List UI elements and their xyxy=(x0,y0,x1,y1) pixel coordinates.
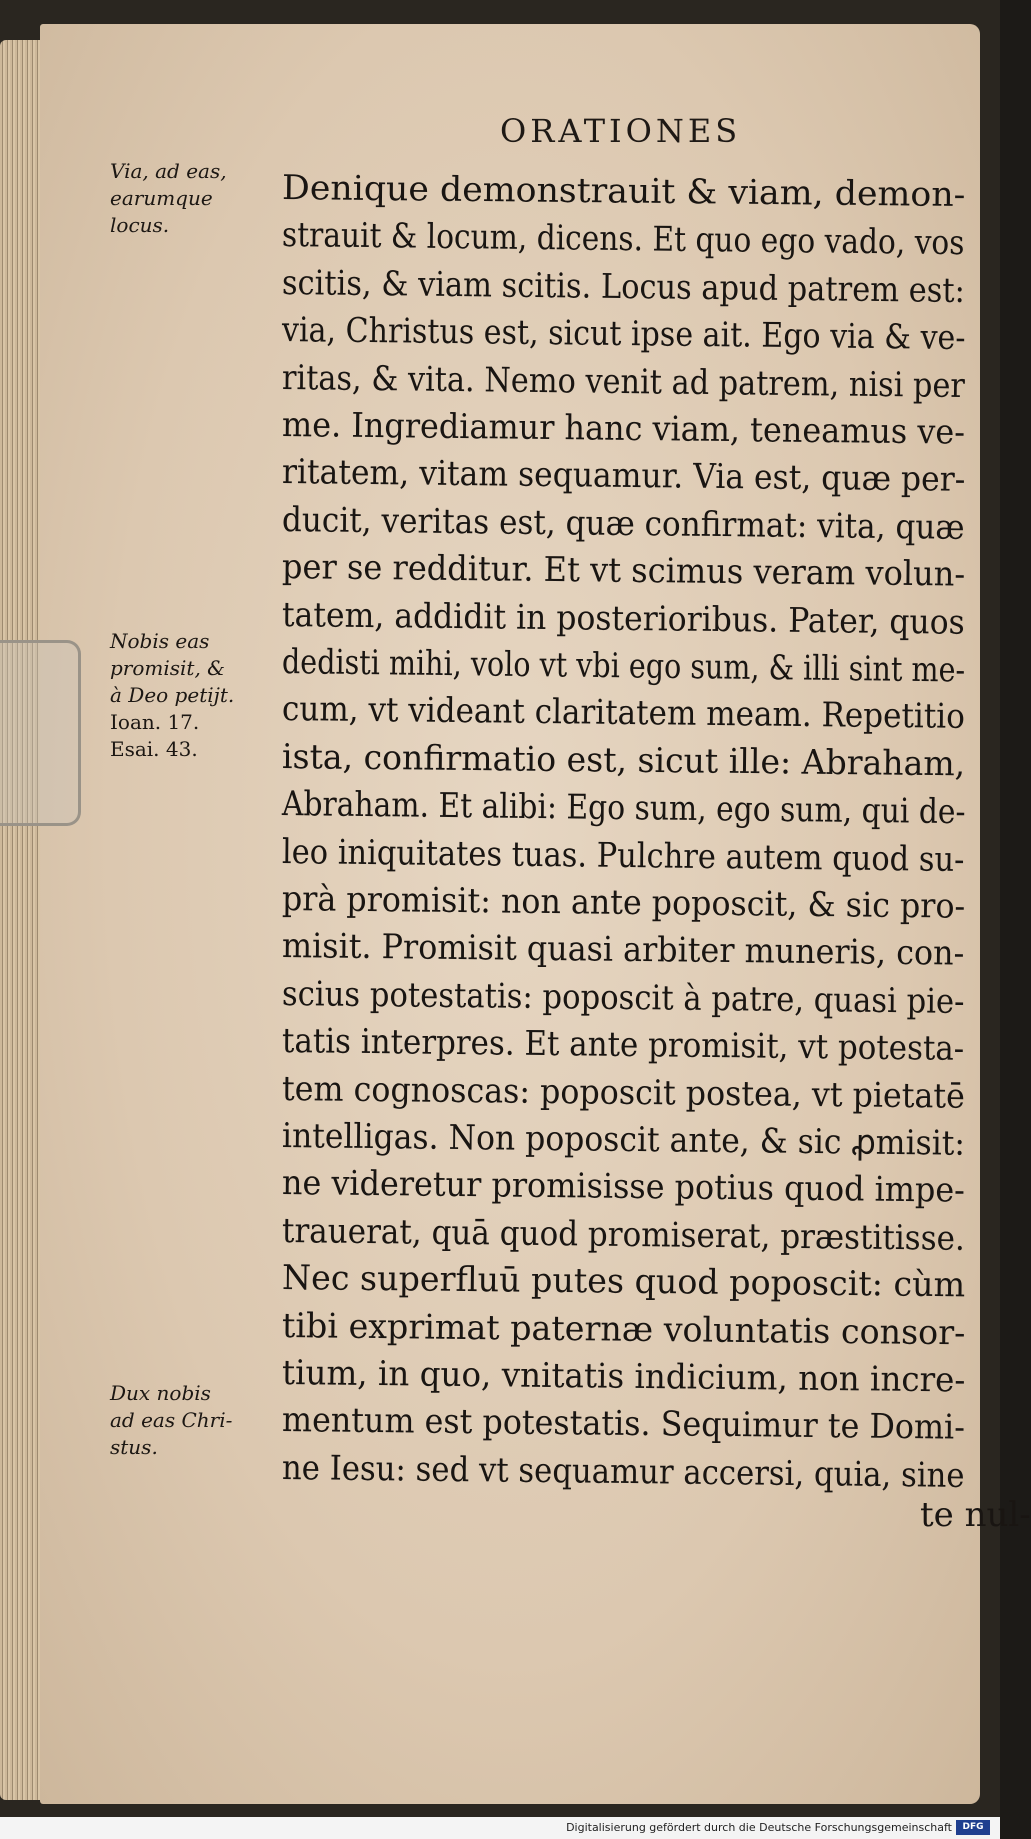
text-line: tatem, addidit in posterioribus. Pater, quos xyxy=(281,594,965,643)
margin-note xyxy=(110,158,280,239)
text-line: scius potestatis: poposcit à patre, quasi pie- xyxy=(281,973,965,1022)
margin-note-line: Nobis eas xyxy=(110,629,210,653)
margin-note-line: ad eas Chri- xyxy=(110,1408,233,1432)
text-line: cum, vt videant claritatem meam. Repetitio xyxy=(281,689,966,738)
text-line: strauit & locum, dicens. Et quo ego vado, vos xyxy=(281,215,965,264)
margin-note-line: stus. xyxy=(110,1435,158,1459)
margin-note-line: Ioan. 17. xyxy=(110,710,200,734)
text-line: per se redditur. Et vt scimus veram volun- xyxy=(281,547,966,595)
margin-note-line: Esai. 43. xyxy=(110,737,198,761)
text-line: ritatem, vitam sequamur. Via est, quæ per- xyxy=(281,452,966,501)
text-line: ista, confirmatio est, sicut ille: Abraham, xyxy=(281,736,966,785)
text-line: tem cognoscas: poposcit postea, vt pietatē xyxy=(281,1068,966,1117)
text-line: mentum est potestatis. Sequimur te Domi- xyxy=(281,1400,966,1449)
text-line: via, Christus est, sicut ipse ait. Ego via & ve- xyxy=(281,310,966,359)
margin-note-line: Via, ad eas, xyxy=(110,159,227,183)
text-line: trauerat, quā quod promiserat, præstitisse. xyxy=(281,1210,966,1259)
text-line: ritas, & vita. Nemo venit ad patrem, nisi per xyxy=(281,357,966,406)
margin-note xyxy=(110,1380,280,1461)
text-line: leo iniquitates tuas. Pulchre autem quod su- xyxy=(281,831,965,880)
text-line: tium, in quo, vnitatis indicium, non incre- xyxy=(281,1353,966,1401)
text-line: tatis interpres. Et ante promisit, vt potesta- xyxy=(281,1021,965,1070)
text-line: Abraham. Et alibi: Ego sum, ego sum, qui de- xyxy=(281,784,966,833)
text-line: ducit, veritas est, quæ confirmat: vita, quæ xyxy=(281,499,965,548)
margin-note-line: earumque xyxy=(110,186,213,210)
margin-note-line: Dux nobis xyxy=(110,1381,211,1405)
margin-note-line: locus. xyxy=(110,213,170,237)
text-line: ne videretur promisisse potius quod impe- xyxy=(281,1163,966,1212)
text-line: scitis, & viam scitis. Locus apud patrem est: xyxy=(281,262,966,311)
text-line: te nul- xyxy=(920,1495,1031,1536)
text-line: intelligas. Non poposcit ante, & sic ꝓmisit: xyxy=(281,1116,966,1164)
text-line: prà promisit: non ante poposcit, & sic pro- xyxy=(281,879,966,927)
text-line: Nec superfluū putes quod poposcit: cùm xyxy=(281,1258,966,1306)
text-line: ne Iesu: sed vt sequamur accersi, quia, sine xyxy=(281,1447,965,1496)
funding-credit: Digitalisierung gefördert durch die Deutsche Forschungsgemeinschaft xyxy=(566,1821,952,1834)
running-head: ORATIONES xyxy=(500,112,742,150)
text-line: tibi exprimat paternæ voluntatis consor- xyxy=(281,1305,966,1353)
text-line: dedisti mihi, volo vt vbi ego sum, & illi sint me- xyxy=(281,642,966,691)
margin-note xyxy=(110,628,280,763)
text-line: misit. Promisit quasi arbiter muneris, con- xyxy=(281,926,965,975)
margin-note-line: à Deo petijt. xyxy=(110,683,235,707)
margin-note-line: promisit, & xyxy=(110,656,225,680)
text-line: me. Ingrediamur hanc viam, teneamus ve- xyxy=(281,405,966,453)
dfg-logo: DFG xyxy=(956,1820,990,1835)
text-line: Denique demonstrauit & viam, demon- xyxy=(281,168,966,216)
